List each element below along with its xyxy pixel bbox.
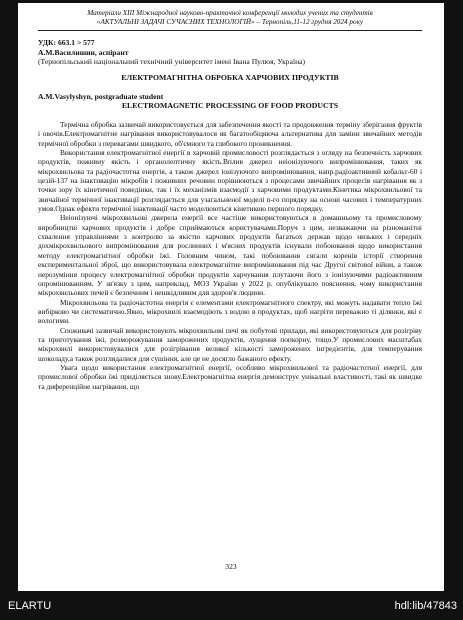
handle-id: hdl:lib/47843 bbox=[394, 599, 457, 612]
repository-name: ELARTU bbox=[8, 599, 52, 612]
paragraph: Використання електромагнітної енергії в харчовій промисловості розглядається з огляду на безпечність харчових продуктів, поживну якість і органолептичну якість.Вплив джерел неіонізуючого випромінювання, таких як мікрохвильова та радіочастотна енергія, а також джерел іонізуючого випромінювання, напр.радіоактивний кобальт-60 і цезій-137 на інактивацію мікробів і поживних речовин порівнюються з процесами звичайних процесів нагрівання як з точки зору їх кінетичної поведінки, так і їх механізмів взаємодії з харчовими продуктами.Кінетика мікрохвильової та звичайної термічної інактивації розглядається для узагальненої моделі n-го порядку на основі часових і температурних умов.Однак ефекти термічної інактивації часто моделюються кінетикою першого порядку. bbox=[38, 148, 422, 214]
paragraph: Споживачі зазвичай використовують мікрохвильові печі як побутові прилади, які використовуються для розігріву та приготування їжі, розморожування заморожених продуктів, лущення попкорну, тощо.У промислових масштабах мікрохвилі використовувалися для розігрівання великої кількості заморожених інгредієнтів, для темперування шоколаду,а також розглядалися для сушіння, але це не досягло бажаного ефекту. bbox=[38, 325, 422, 363]
paragraph: Неіонізуючі мікрохвильові джерела енергії все частіше використовуються в домашньому та промисловому виробництві харчових продуктів і добре сприймаються користувачами.Поруч з цим, незважаючи на різноманітні схвалення управліннями з контролю за якістю харчових продуктів багатьох держав щодо низьких і середніх дохмікрохвильового випромінювання для рослинних і м'ясних продуктів існували побоювання щодо використання методу електромагнітної обробки їжі. Головним чином, такі побоювання сягали коренів історії створення експериментальної зброї, що використовувала електромагнітне випромінювання під час Другої світової війни, а також нерозуміння процесу електромагнітної обробки продуктів харчування плутаючи його з іонізуючими радіоактивним опромінюванням. У зв'язку з цим, наприклад, МОЗ України у 2022 р. опублікувало пояснення, чому використання мікрохвильових печей є безпечним і нешкідливим для здоров'я людини. bbox=[38, 213, 422, 298]
conference-header-line-2: «АКТУАЛЬНІ ЗАДАЧІ СУЧАСНИХ ТЕХНОЛОГІЙ» – Тернопіль,11-12 грудня 2024 року bbox=[96, 18, 364, 26]
page-number: 323 bbox=[225, 562, 237, 571]
affiliation-ua: (Тернопільський національний технічний університет імені Івана Пулюя, Україна) bbox=[38, 57, 306, 66]
author-en: A.M.Vasylyshyn, postgraduate student bbox=[38, 91, 164, 101]
paragraph: Увага щодо використання електромагнітної енергії, особливо мікрохвильової та радіочастотної енергії, для промислової обробки їжі приділяється знову.Електромагнітна енергія демонструє унікальні властивості, такі як швидке та диференційне нагрівання, що bbox=[38, 362, 422, 391]
body-text bbox=[38, 120, 422, 391]
paragraph: Термічна обробка зазвичай використовується для забезпечення якості та продовження терміну зберігання фруктів і овочів.Електромагнітне нагрівання використовувалося як багатообіцяюча альтернатива для заміни звичайних методів термічної обробки з перевагами швидкого, об'ємного та глибокого проникнення. bbox=[38, 120, 422, 148]
paper-title-en: ELECTROMAGNETIC PROCESSING OF FOOD PRODUCTS bbox=[121, 101, 339, 110]
conference-header bbox=[38, 3, 422, 27]
paragraph: Мікрохвильова та радіочастотна енергія є елементами електромагнітного спектру, які можуть надавати тепло їжі вибірково чи систематично.Явно, мікрохвилі взаємодіють з водою в продуктах, щоб нагріти переважно ті ділянки, які є вологими. bbox=[38, 297, 422, 326]
conference-header-line-1: Матеріали XIII Міжнародної науково-практичної конференції молодих учених та студентів bbox=[87, 9, 373, 17]
repository-footer bbox=[0, 591, 463, 620]
author-ua: А.М.Василишин, аспірант bbox=[38, 47, 129, 57]
header-divider bbox=[38, 30, 422, 31]
udk-code: УДК: 663.1 > 577 bbox=[38, 38, 95, 47]
document-page bbox=[18, 3, 444, 591]
paper-title-ua: ЕЛЕКТРОМАГНІТНА ОБРОБКА ХАРЧОВИХ ПРОДУКТІВ bbox=[121, 72, 339, 82]
